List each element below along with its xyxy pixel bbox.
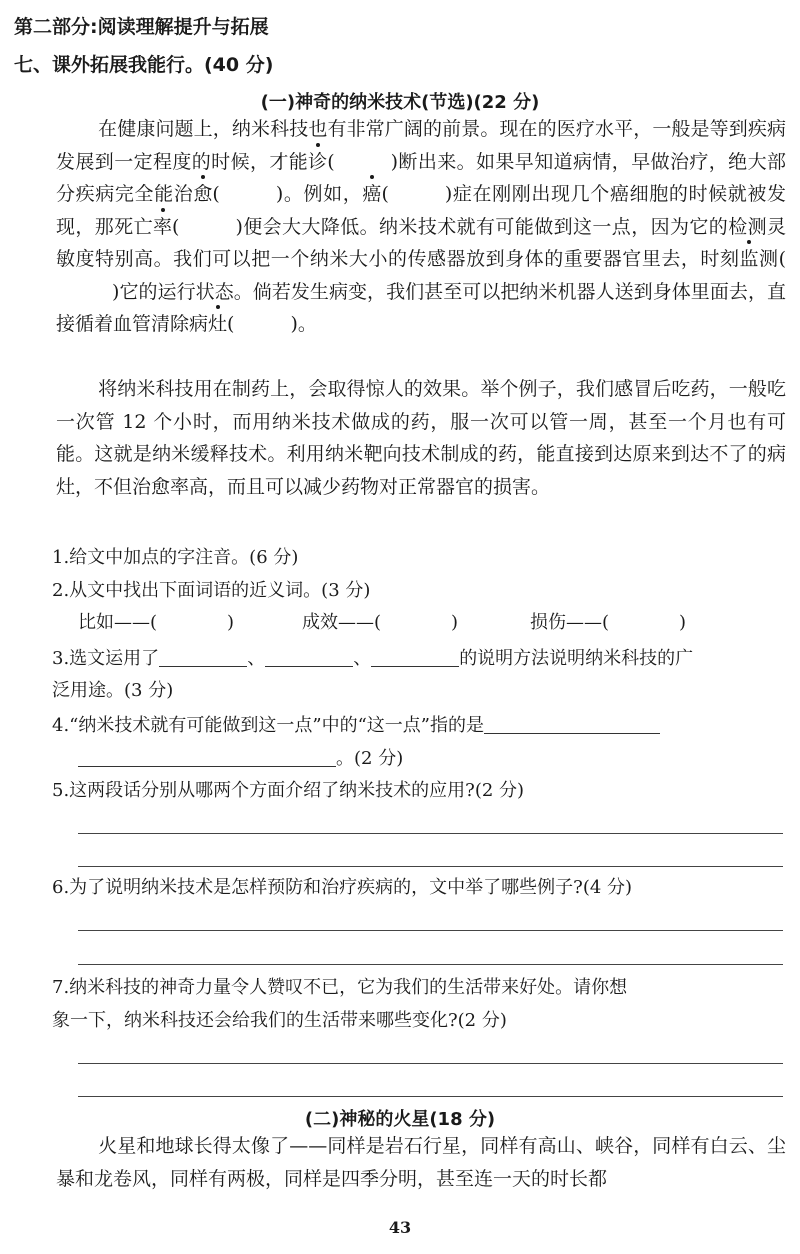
answer-blank[interactable] bbox=[78, 748, 336, 767]
answer-line[interactable] bbox=[78, 1063, 783, 1064]
dotted-char: 诊 bbox=[308, 146, 327, 179]
answer-blank[interactable] bbox=[484, 715, 660, 734]
section-heading: 七、课外拓展我能行。(40 分) bbox=[14, 54, 274, 76]
answer-line[interactable] bbox=[78, 866, 783, 867]
question-4-cont: 。(2 分) bbox=[78, 743, 800, 775]
passage1-paragraph1: 在健康问题上，纳米科技也有非常广阔的前景。现在的医疗水平，一般是等到疾病发展到一定程度的时候，才能诊( )断出来。如果早知道病情，早做治疗，绝大部分疾病完全能治愈( )。例如，癌( )症在刚刚出现几个癌细胞的时候就被发现，那死亡率( )便会大大降低。纳米技术就有可能做到这一点，因为它的检测灵敏度特别高。我们可以把一个纳米大小的传感器放到身体的重要器官里去，时刻监测()它的运行状态。倘若发生病变，我们甚至可以把纳米机器人送到身体里面去，直接循着血管清除病灶( )。 bbox=[56, 113, 786, 341]
passage1-title: (一)神奇的纳米技术(节选)(22 分) bbox=[260, 92, 540, 113]
dotted-char: 愈 bbox=[193, 178, 212, 211]
question-1: 1.给文中加点的字注音。(6 分) bbox=[52, 547, 299, 568]
question-7: 7.纳米科技的神奇力量令人赞叹不已，它为我们的生活带来好处。请你想 bbox=[52, 977, 628, 998]
passage2-title: (二)神秘的火星(18 分) bbox=[304, 1109, 496, 1130]
question-5: 5.这两段话分别从哪两个方面介绍了纳米技术的应用?(2 分) bbox=[52, 780, 525, 801]
answer-blank[interactable] bbox=[265, 648, 353, 667]
question-3-cont: 泛用途。(3 分) bbox=[52, 680, 174, 701]
answer-line[interactable] bbox=[78, 1096, 783, 1097]
question-6: 6.为了说明纳米技术是怎样预防和治疗疾病的，文中举了哪些例子?(4 分) bbox=[52, 877, 633, 898]
part-heading: 第二部分:阅读理解提升与拓展 bbox=[14, 16, 269, 38]
synonym-item-3: 损伤——( ) bbox=[530, 612, 687, 633]
question-4: 4.“纳米技术就有可能做到这一点”中的“这一点”指的是 bbox=[52, 710, 792, 742]
answer-line[interactable] bbox=[78, 833, 783, 834]
answer-blank[interactable] bbox=[371, 648, 459, 667]
synonym-item-2: 成效——( ) bbox=[302, 612, 459, 633]
passage1-paragraph2: 将纳米科技用在制药上，会取得惊人的效果。举个例子，我们感冒后吃药，一般吃一次管 12 个小时，而用纳米技术做成的药，服一次可以管一周，甚至一个月也有可能。这就是纳米缓释技术。利用纳米靶向技术制成的药，能直接到达原来到达不了的病灶，不但治愈率高，而且可以减少药物对正常器官的损害。 bbox=[56, 378, 786, 498]
question-7-cont: 象一下，纳米科技还会给我们的生活带来哪些变化?(2 分) bbox=[52, 1010, 507, 1031]
answer-line[interactable] bbox=[78, 964, 783, 965]
dotted-char: 率 bbox=[153, 211, 172, 244]
dotted-char: 灶 bbox=[208, 308, 227, 341]
passage2-paragraph1: 火星和地球长得太像了——同样是岩石行星，同样有高山、峡谷，同样有白云、尘暴和龙卷风，同样有两极，同样是四季分明，甚至连一天的时长都 bbox=[56, 1135, 786, 1190]
question-3: 3.选文运用了 、 、 的说明方法说明纳米科技的广 bbox=[52, 648, 694, 669]
synonym-item-1: 比如——( ) bbox=[78, 612, 235, 633]
answer-line[interactable] bbox=[78, 930, 783, 931]
page-number: 43 bbox=[388, 1218, 412, 1237]
dotted-char: 监 bbox=[739, 243, 758, 276]
question-2: 2.从文中找出下面词语的近义词。(3 分) bbox=[52, 580, 371, 601]
answer-blank[interactable] bbox=[159, 648, 247, 667]
dotted-char: 癌 bbox=[362, 178, 381, 211]
